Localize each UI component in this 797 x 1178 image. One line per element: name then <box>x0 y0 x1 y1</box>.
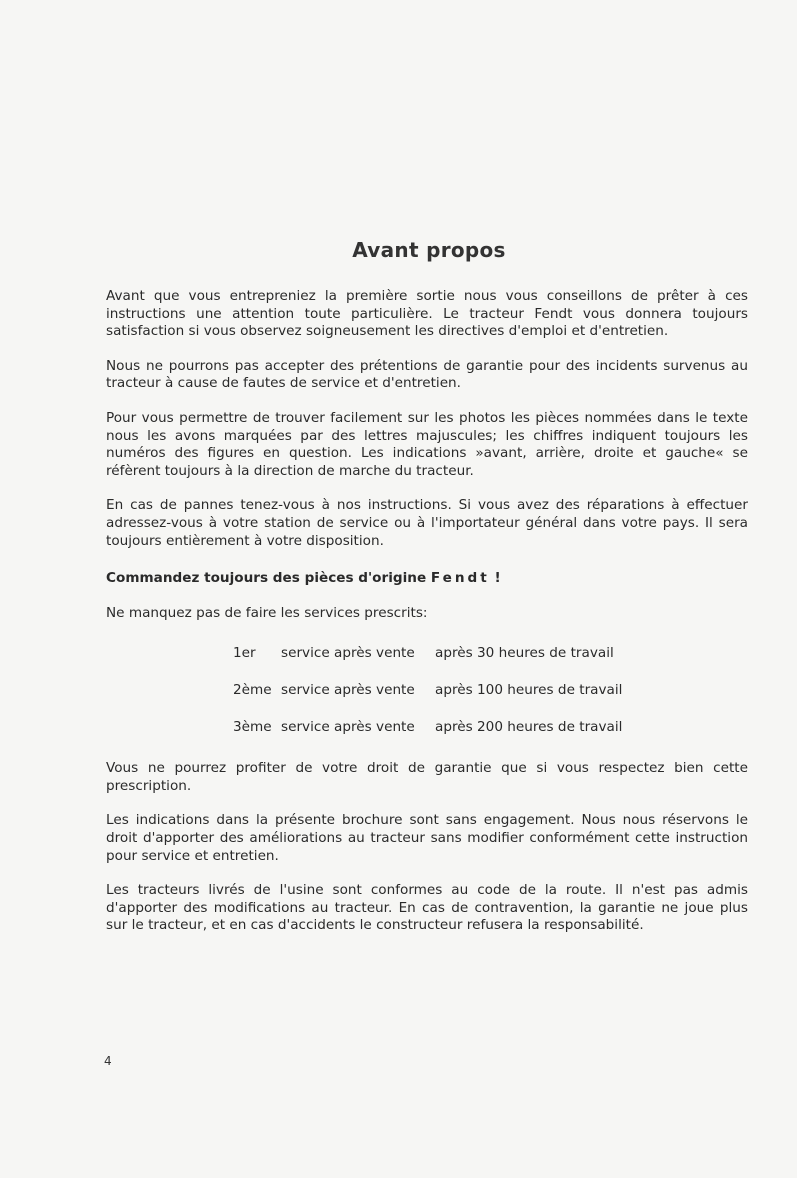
brand-name: Fendt <box>430 570 490 587</box>
original-parts-suffix: ! <box>489 570 501 587</box>
service-number: 3ème <box>233 718 272 735</box>
service-row <box>233 671 622 708</box>
service-name: service après vente <box>281 681 415 698</box>
service-number: 1er <box>233 644 256 661</box>
page-title: Avant propos <box>352 238 506 262</box>
service-name: service après vente <box>281 644 415 661</box>
service-schedule-table <box>233 634 622 745</box>
paragraph-road-code: Les tracteurs livrés de l'usine sont conformes au code de la route. Il n'est pas admis d'apporter des modifications au tracteur. En cas de contravention, la garantie ne joue plus sur le tracteur, et en cas d'accidents le constructeur refusera la responsabilité. <box>106 882 748 934</box>
service-row <box>233 634 622 671</box>
service-interval: après 100 heures de travail <box>435 681 623 698</box>
service-name: service après vente <box>281 718 415 735</box>
original-parts-prefix: Commandez toujours des pièces d'origine <box>106 570 431 587</box>
document-body <box>106 288 748 935</box>
paragraph-intro: Avant que vous entrepreniez la première sortie nous vous conseillons de prêter à ces instructions une attention toute particulière. Le tracteur Fendt vous donnera toujours satisfaction si vous observez soigneusement les directives d'emploi et d'entretien. <box>106 288 748 340</box>
original-parts-notice <box>106 569 748 587</box>
paragraph-photos: Pour vous permettre de trouver facilement sur les photos les pièces nommées dans le texte nous les avons marquées par des lettres majuscules; les chiffres indiquent toujours les numéros des figures en question. Les indications »avant, arrière, droite et gauche« se réfèrent toujours à la direction de marche du tracteur. <box>106 409 748 479</box>
paragraph-warranty: Nous ne pourrons pas accepter des prétentions de garantie pour des incidents survenus au tracteur à cause de fautes de service et d'entretien. <box>106 357 748 392</box>
service-number: 2ème <box>233 681 272 698</box>
paragraph-breakdowns: En cas de pannes tenez-vous à nos instructions. Si vous avez des réparations à effectuer adressez-vous à votre station de service ou à l'importateur général dans votre pays. Il sera toujours entièrement à votre disposition. <box>106 497 748 549</box>
page-number: 4 <box>104 1054 112 1068</box>
services-intro: Ne manquez pas de faire les services prescrits: <box>106 605 428 622</box>
service-interval: après 30 heures de travail <box>435 644 614 661</box>
service-interval: après 200 heures de travail <box>435 718 623 735</box>
paragraph-prescription: Vous ne pourrez profiter de votre droit de garantie que si vous respectez bien cette prescription. <box>106 760 748 794</box>
paragraph-disclaimer: Les indications dans la présente brochure sont sans engagement. Nous nous réservons le droit d'apporter des améliorations au tracteur sans modifier conformément cette instruction pour service et entretien. <box>106 812 748 864</box>
service-row <box>233 708 622 745</box>
